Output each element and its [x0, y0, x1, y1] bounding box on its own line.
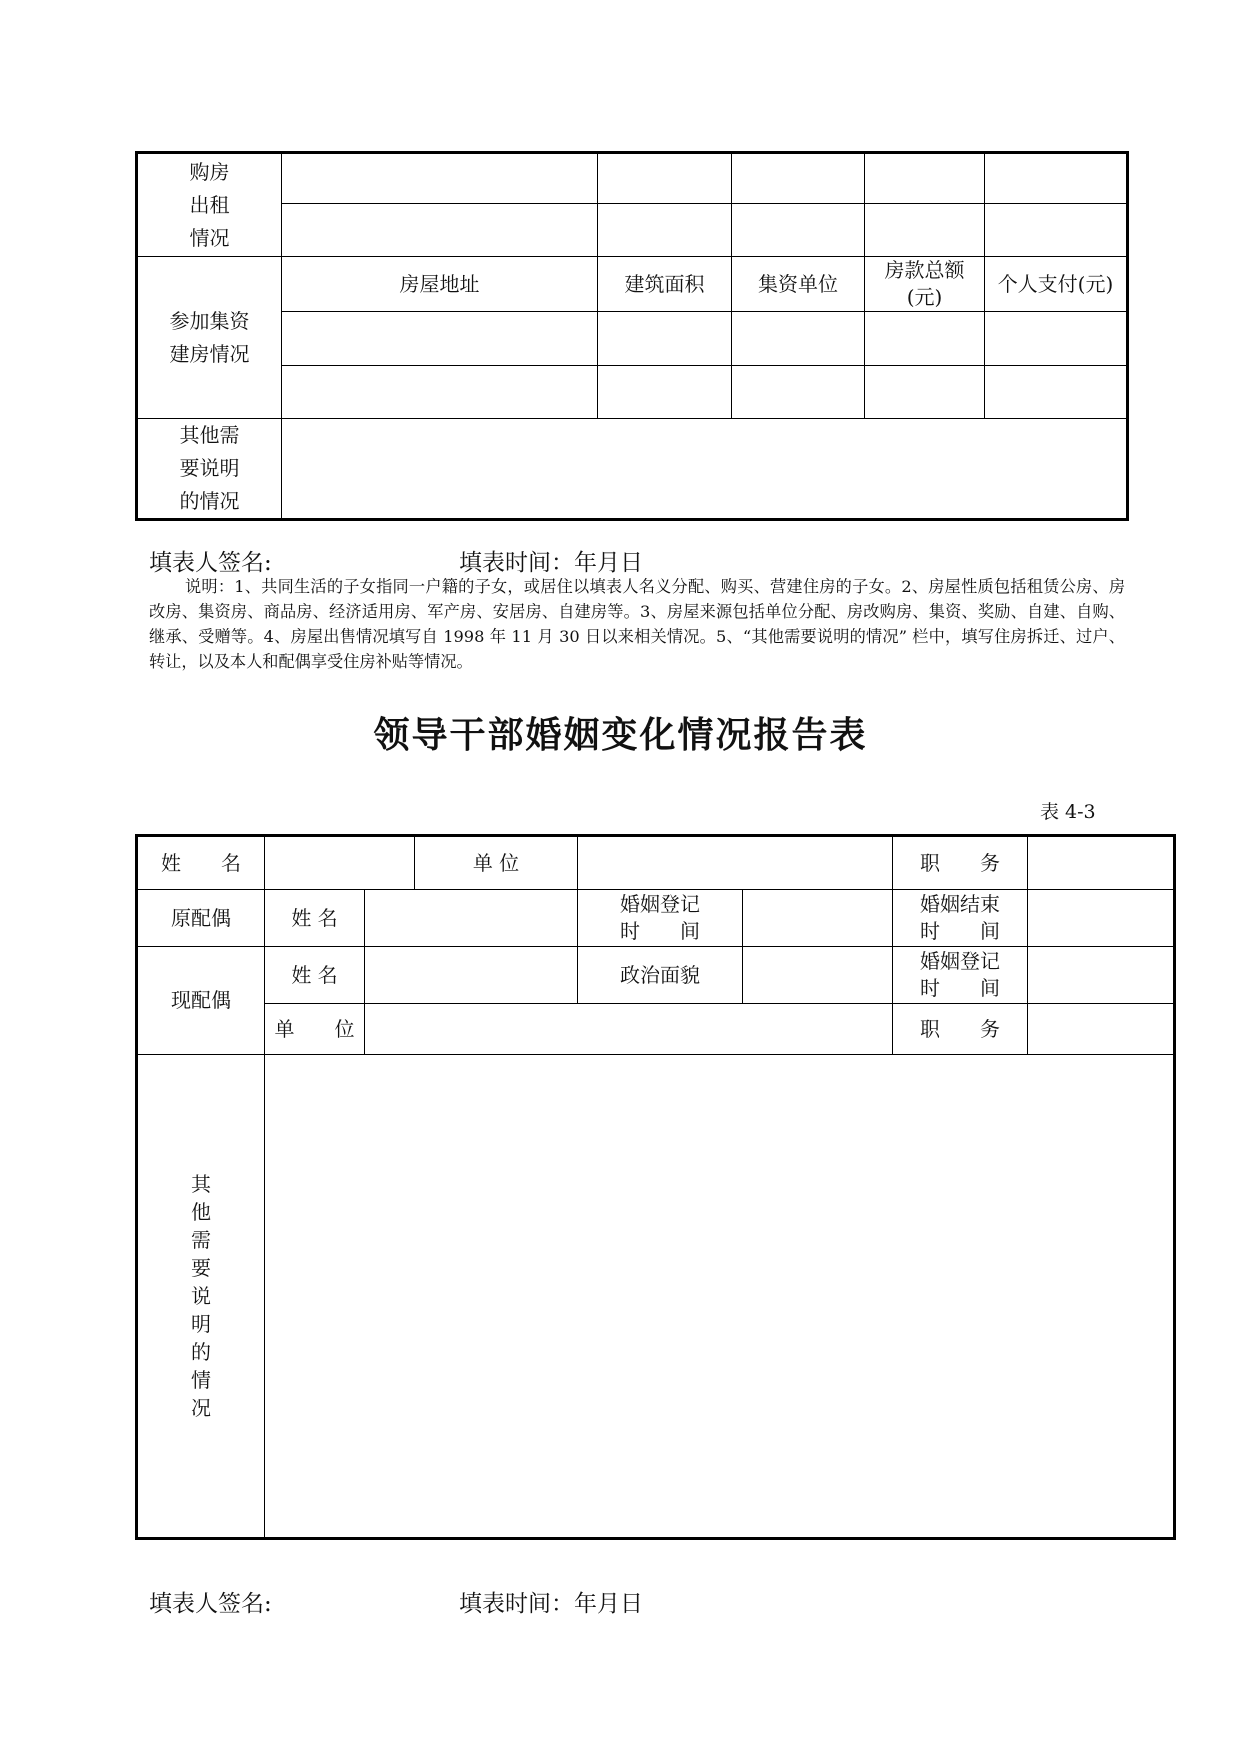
current-marriage-reg-time-field[interactable]: [1028, 947, 1175, 1004]
current-spouse-name-field[interactable]: [365, 947, 578, 1004]
purchase-rent-cell[interactable]: [732, 204, 865, 257]
marriage-end-time-field[interactable]: [1028, 890, 1175, 947]
current-marriage-reg-time-label: 婚姻登记 时 间: [893, 947, 1028, 1004]
former-spouse-label: 原配偶: [137, 890, 265, 947]
current-spouse-label: 现配偶: [137, 947, 265, 1055]
jizi-cell[interactable]: [985, 366, 1128, 419]
signer-label-2: 填表人签名:: [149, 1591, 272, 1617]
jizi-cell[interactable]: [732, 312, 865, 366]
jizi-cell[interactable]: [282, 366, 598, 419]
political-status-field[interactable]: [743, 947, 893, 1004]
former-spouse-name-field[interactable]: [365, 890, 578, 947]
jizi-cell[interactable]: [865, 366, 985, 419]
jizi-label: 参加集资 建房情况: [137, 257, 282, 419]
purchase-rent-cell[interactable]: [865, 153, 985, 204]
current-spouse-name-label: 姓 名: [265, 947, 365, 1004]
purchase-rent-label: 购房 出租 情况: [137, 153, 282, 257]
form-number: 表 4-3: [1040, 801, 1096, 823]
political-status-label: 政治面貌: [578, 947, 743, 1004]
current-spouse-unit-label: 单 位: [265, 1004, 365, 1055]
header-personal: 个人支付(元): [985, 257, 1128, 312]
jizi-cell[interactable]: [865, 312, 985, 366]
purchase-rent-cell[interactable]: [732, 153, 865, 204]
marriage-table: [135, 834, 1176, 1540]
jizi-cell[interactable]: [598, 366, 732, 419]
jizi-cell[interactable]: [598, 312, 732, 366]
signer-label: 填表人签名:: [149, 550, 272, 576]
former-marriage-reg-time-field[interactable]: [743, 890, 893, 947]
fill-time-label-2: 填表时间：年月日: [459, 1591, 643, 1617]
former-spouse-name-label: 姓 名: [265, 890, 365, 947]
other-info-cell[interactable]: [282, 419, 1128, 520]
instructions-note: 说明：1、共同生活的子女指同一户籍的子女，或居住以填表人名义分配、购买、营建住房的子女。2、房屋性质包括租赁公房、房改房、集资房、商品房、经济适用房、军产房、安居房、自建房等。3、房屋来源包括单位分配、房改购房、集资、奖励、自建、自购、继承、受赠等。4、房屋出售情况填写自 1998 年 11 月 30 日以来相关情况。5、“其他需要说明的情况” 栏中，填写住房拆迁、过户、转让，以及本人和配偶享受住房补贴等情况。: [149, 577, 1125, 671]
page-title: 领导干部婚姻变化情况报告表: [373, 715, 868, 756]
current-spouse-unit-field[interactable]: [365, 1004, 893, 1055]
other-info-label: 其他需 要说明 的情况: [137, 419, 282, 520]
purchase-rent-cell[interactable]: [598, 204, 732, 257]
position-field[interactable]: [1028, 836, 1175, 890]
housing-table: [135, 151, 1129, 521]
purchase-rent-cell[interactable]: [865, 204, 985, 257]
purchase-rent-cell[interactable]: [282, 204, 598, 257]
other-situation-field[interactable]: [265, 1055, 1175, 1539]
purchase-rent-cell[interactable]: [598, 153, 732, 204]
header-area: 建筑面积: [598, 257, 732, 312]
other-situation-label: 其 他 需 要 说 明 的 情 况: [137, 1055, 265, 1539]
current-spouse-position-label: 职 务: [893, 1004, 1028, 1055]
purchase-rent-cell[interactable]: [985, 153, 1128, 204]
header-total: 房款总额 (元): [865, 257, 985, 312]
name-field[interactable]: [265, 836, 415, 890]
current-spouse-position-field[interactable]: [1028, 1004, 1175, 1055]
former-marriage-reg-time-label: 婚姻登记 时 间: [578, 890, 743, 947]
marriage-end-time-label: 婚姻结束 时 间: [893, 890, 1028, 947]
header-address: 房屋地址: [282, 257, 598, 312]
jizi-cell[interactable]: [732, 366, 865, 419]
fill-time-label: 填表时间：年月日: [459, 550, 643, 576]
name-label: 姓 名: [137, 836, 265, 890]
jizi-cell[interactable]: [282, 312, 598, 366]
position-label: 职 务: [893, 836, 1028, 890]
purchase-rent-cell[interactable]: [282, 153, 598, 204]
unit-label: 单 位: [415, 836, 578, 890]
header-unit: 集资单位: [732, 257, 865, 312]
purchase-rent-cell[interactable]: [985, 204, 1128, 257]
unit-field[interactable]: [578, 836, 893, 890]
jizi-cell[interactable]: [985, 312, 1128, 366]
